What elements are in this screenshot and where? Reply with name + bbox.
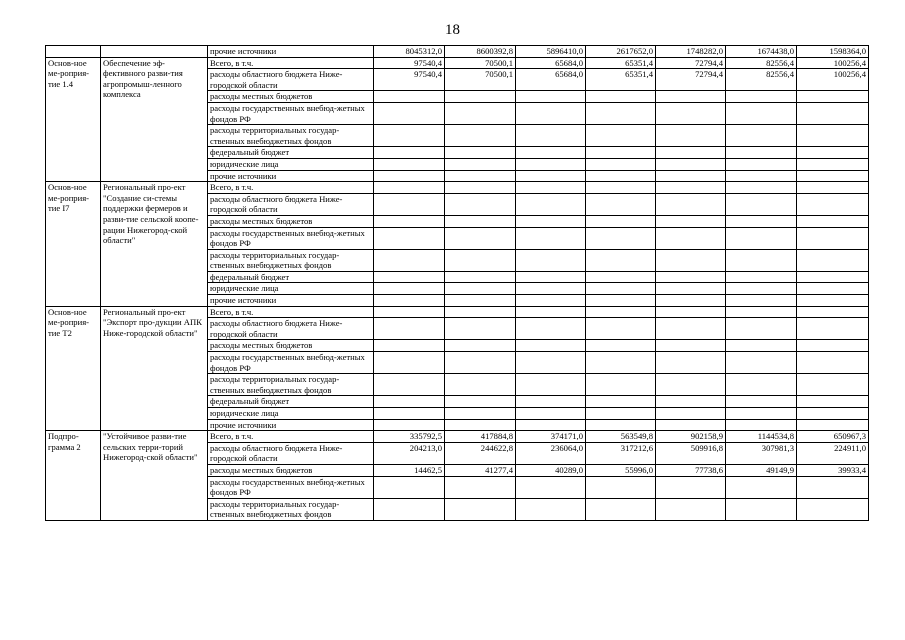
amount-cell xyxy=(374,182,445,194)
amount-cell xyxy=(374,271,445,283)
amount-cell xyxy=(797,419,869,431)
amount-cell xyxy=(516,271,586,283)
amount-cell: 244622,8 xyxy=(445,442,516,464)
amount-cell xyxy=(445,352,516,374)
amount-cell xyxy=(445,318,516,340)
funding-source-label: расходы государственных внебюд-жетных фондов РФ xyxy=(208,476,374,498)
amount-cell xyxy=(656,158,726,170)
amount-cell: 902158,9 xyxy=(656,431,726,443)
amount-cell: 374171,0 xyxy=(516,431,586,443)
amount-cell xyxy=(797,102,869,124)
amount-cell xyxy=(656,352,726,374)
amount-cell xyxy=(516,498,586,520)
amount-cell xyxy=(374,283,445,295)
amount-cell xyxy=(726,193,797,215)
amount-cell: 72794,4 xyxy=(656,57,726,69)
amount-cell: 100256,4 xyxy=(797,57,869,69)
funding-source-label: расходы областного бюджета Ниже-городской области xyxy=(208,193,374,215)
amount-cell xyxy=(445,91,516,103)
amount-cell xyxy=(656,215,726,227)
measure-code: Подпро-грамма 2 xyxy=(46,431,101,521)
amount-cell xyxy=(516,396,586,408)
funding-source-label: прочие источники xyxy=(208,295,374,307)
amount-cell xyxy=(797,271,869,283)
amount-cell xyxy=(797,498,869,520)
amount-cell xyxy=(374,408,445,420)
amount-cell xyxy=(656,498,726,520)
amount-cell xyxy=(656,295,726,307)
amount-cell: 14462,5 xyxy=(374,464,445,476)
amount-cell xyxy=(516,318,586,340)
amount-cell xyxy=(586,147,656,159)
amount-cell xyxy=(726,295,797,307)
amount-cell: 8045312,0 xyxy=(374,46,445,58)
amount-cell xyxy=(586,340,656,352)
funding-source-label: Всего, в т.ч. xyxy=(208,306,374,318)
amount-cell xyxy=(656,283,726,295)
amount-cell: 650967,3 xyxy=(797,431,869,443)
amount-cell xyxy=(516,125,586,147)
amount-cell xyxy=(656,271,726,283)
amount-cell: 49149,9 xyxy=(726,464,797,476)
amount-cell xyxy=(586,396,656,408)
amount-cell: 317212,6 xyxy=(586,442,656,464)
amount-cell: 563549,8 xyxy=(586,431,656,443)
amount-cell xyxy=(586,295,656,307)
amount-cell xyxy=(656,374,726,396)
measure-name: "Устойчивое разви-тие сельских терри-торий Нижегород-ской области" xyxy=(101,431,208,521)
amount-cell xyxy=(797,283,869,295)
amount-cell xyxy=(656,306,726,318)
amount-cell xyxy=(445,193,516,215)
amount-cell: 236064,0 xyxy=(516,442,586,464)
amount-cell: 2617652,0 xyxy=(586,46,656,58)
amount-cell xyxy=(656,396,726,408)
amount-cell: 65351,4 xyxy=(586,69,656,91)
amount-cell: 97540,4 xyxy=(374,69,445,91)
amount-cell xyxy=(445,295,516,307)
amount-cell xyxy=(445,170,516,182)
measure-name: Региональный про-ект "Экспорт про-дукции АПК Ниже-городской области" xyxy=(101,306,208,431)
amount-cell xyxy=(516,283,586,295)
amount-cell xyxy=(445,227,516,249)
amount-cell xyxy=(797,170,869,182)
funding-source-label: федеральный бюджет xyxy=(208,396,374,408)
funding-source-label: прочие источники xyxy=(208,170,374,182)
measure-code xyxy=(46,46,101,58)
amount-cell xyxy=(374,295,445,307)
funding-source-label: расходы территориальных государ-ственных внебюджетных фондов xyxy=(208,374,374,396)
amount-cell xyxy=(726,318,797,340)
amount-cell xyxy=(374,476,445,498)
amount-cell xyxy=(516,306,586,318)
amount-cell xyxy=(445,215,516,227)
amount-cell xyxy=(586,249,656,271)
amount-cell xyxy=(726,340,797,352)
funding-source-label: расходы территориальных государ-ственных внебюджетных фондов xyxy=(208,249,374,271)
amount-cell xyxy=(726,147,797,159)
amount-cell xyxy=(445,102,516,124)
amount-cell: 65351,4 xyxy=(586,57,656,69)
amount-cell xyxy=(374,318,445,340)
funding-source-label: расходы областного бюджета Ниже-городской области xyxy=(208,69,374,91)
table-row xyxy=(46,431,869,443)
amount-cell xyxy=(726,215,797,227)
amount-cell xyxy=(445,249,516,271)
funding-source-label: расходы местных бюджетов xyxy=(208,340,374,352)
amount-cell xyxy=(516,147,586,159)
amount-cell xyxy=(797,125,869,147)
amount-cell xyxy=(374,170,445,182)
amount-cell: 307981,3 xyxy=(726,442,797,464)
budget-table-body xyxy=(46,46,869,521)
amount-cell xyxy=(586,271,656,283)
amount-cell xyxy=(516,102,586,124)
funding-source-label: прочие источники xyxy=(208,46,374,58)
amount-cell xyxy=(726,227,797,249)
amount-cell: 65684,0 xyxy=(516,57,586,69)
funding-source-label: расходы территориальных государ-ственных внебюджетных фондов xyxy=(208,498,374,520)
amount-cell xyxy=(726,408,797,420)
measure-code: Основ-ное ме-роприя-тие 1.4 xyxy=(46,57,101,182)
amount-cell xyxy=(445,374,516,396)
amount-cell xyxy=(586,498,656,520)
amount-cell xyxy=(656,408,726,420)
amount-cell xyxy=(586,170,656,182)
amount-cell: 70500,1 xyxy=(445,69,516,91)
amount-cell xyxy=(656,102,726,124)
amount-cell xyxy=(445,283,516,295)
amount-cell xyxy=(726,498,797,520)
amount-cell xyxy=(374,91,445,103)
amount-cell xyxy=(516,249,586,271)
amount-cell xyxy=(656,193,726,215)
amount-cell xyxy=(797,408,869,420)
amount-cell xyxy=(586,476,656,498)
amount-cell xyxy=(445,396,516,408)
amount-cell xyxy=(797,182,869,194)
amount-cell: 77738,6 xyxy=(656,464,726,476)
amount-cell xyxy=(726,306,797,318)
funding-source-label: юридические лица xyxy=(208,283,374,295)
amount-cell xyxy=(797,91,869,103)
amount-cell xyxy=(656,340,726,352)
amount-cell: 204213,0 xyxy=(374,442,445,464)
amount-cell xyxy=(797,249,869,271)
amount-cell xyxy=(516,91,586,103)
amount-cell xyxy=(445,498,516,520)
funding-source-label: расходы государственных внебюд-жетных фондов РФ xyxy=(208,102,374,124)
funding-source-label: расходы государственных внебюд-жетных фондов РФ xyxy=(208,352,374,374)
amount-cell xyxy=(374,125,445,147)
amount-cell xyxy=(374,498,445,520)
amount-cell xyxy=(516,419,586,431)
amount-cell xyxy=(445,147,516,159)
amount-cell xyxy=(516,374,586,396)
amount-cell xyxy=(586,193,656,215)
funding-source-label: федеральный бюджет xyxy=(208,271,374,283)
funding-source-label: федеральный бюджет xyxy=(208,147,374,159)
amount-cell xyxy=(516,215,586,227)
amount-cell: 509916,8 xyxy=(656,442,726,464)
amount-cell xyxy=(445,340,516,352)
amount-cell xyxy=(374,147,445,159)
amount-cell xyxy=(726,352,797,374)
amount-cell xyxy=(726,182,797,194)
amount-cell: 40289,0 xyxy=(516,464,586,476)
amount-cell xyxy=(726,396,797,408)
amount-cell xyxy=(516,408,586,420)
funding-source-label: расходы государственных внебюд-жетных фондов РФ xyxy=(208,227,374,249)
amount-cell xyxy=(726,102,797,124)
amount-cell xyxy=(516,158,586,170)
amount-cell xyxy=(374,419,445,431)
funding-source-label: расходы областного бюджета Ниже-городской области xyxy=(208,318,374,340)
amount-cell: 417884,8 xyxy=(445,431,516,443)
amount-cell: 224911,0 xyxy=(797,442,869,464)
amount-cell xyxy=(374,396,445,408)
amount-cell xyxy=(374,158,445,170)
amount-cell xyxy=(586,182,656,194)
amount-cell xyxy=(516,340,586,352)
amount-cell xyxy=(516,193,586,215)
amount-cell: 1674438,0 xyxy=(726,46,797,58)
amount-cell xyxy=(586,125,656,147)
amount-cell xyxy=(374,374,445,396)
amount-cell xyxy=(656,182,726,194)
amount-cell: 39933,4 xyxy=(797,464,869,476)
amount-cell xyxy=(445,158,516,170)
table-row xyxy=(46,46,869,58)
table-row xyxy=(46,57,869,69)
funding-source-label: расходы местных бюджетов xyxy=(208,91,374,103)
amount-cell xyxy=(374,227,445,249)
amount-cell xyxy=(797,295,869,307)
funding-source-label: прочие источники xyxy=(208,419,374,431)
amount-cell xyxy=(656,476,726,498)
amount-cell xyxy=(797,227,869,249)
amount-cell xyxy=(656,419,726,431)
amount-cell xyxy=(726,170,797,182)
amount-cell xyxy=(586,102,656,124)
amount-cell xyxy=(726,419,797,431)
measure-name xyxy=(101,46,208,58)
amount-cell xyxy=(797,352,869,374)
amount-cell xyxy=(656,91,726,103)
budget-table xyxy=(45,45,869,521)
amount-cell xyxy=(656,227,726,249)
measure-name: Обеспечение эф-фективного разви-тия агропромыш-ленного комплекса xyxy=(101,57,208,182)
amount-cell xyxy=(726,91,797,103)
amount-cell: 100256,4 xyxy=(797,69,869,91)
amount-cell: 8600392,8 xyxy=(445,46,516,58)
amount-cell xyxy=(586,306,656,318)
amount-cell xyxy=(445,306,516,318)
amount-cell xyxy=(516,352,586,374)
funding-source-label: юридические лица xyxy=(208,158,374,170)
amount-cell: 55996,0 xyxy=(586,464,656,476)
amount-cell xyxy=(445,271,516,283)
funding-source-label: расходы местных бюджетов xyxy=(208,215,374,227)
amount-cell xyxy=(374,102,445,124)
amount-cell xyxy=(516,295,586,307)
amount-cell xyxy=(726,125,797,147)
amount-cell xyxy=(586,352,656,374)
amount-cell: 335792,5 xyxy=(374,431,445,443)
amount-cell xyxy=(656,318,726,340)
amount-cell xyxy=(797,396,869,408)
table-row xyxy=(46,182,869,194)
amount-cell xyxy=(586,283,656,295)
amount-cell xyxy=(797,147,869,159)
amount-cell: 41277,4 xyxy=(445,464,516,476)
amount-cell: 1144534,8 xyxy=(726,431,797,443)
amount-cell xyxy=(586,419,656,431)
amount-cell xyxy=(445,408,516,420)
measure-code: Основ-ное ме-роприя-тие T2 xyxy=(46,306,101,431)
amount-cell xyxy=(656,170,726,182)
amount-cell xyxy=(656,125,726,147)
amount-cell xyxy=(374,193,445,215)
table-row xyxy=(46,306,869,318)
funding-source-label: Всего, в т.ч. xyxy=(208,431,374,443)
funding-source-label: Всего, в т.ч. xyxy=(208,182,374,194)
amount-cell xyxy=(726,476,797,498)
amount-cell: 65684,0 xyxy=(516,69,586,91)
amount-cell xyxy=(445,419,516,431)
amount-cell xyxy=(797,215,869,227)
funding-source-label: расходы территориальных государ-ственных внебюджетных фондов xyxy=(208,125,374,147)
measure-code: Основ-ное ме-роприя-тие I7 xyxy=(46,182,101,307)
amount-cell xyxy=(374,306,445,318)
amount-cell: 1748282,0 xyxy=(656,46,726,58)
amount-cell: 82556,4 xyxy=(726,69,797,91)
amount-cell xyxy=(445,476,516,498)
amount-cell xyxy=(374,340,445,352)
amount-cell xyxy=(797,158,869,170)
amount-cell xyxy=(726,374,797,396)
amount-cell xyxy=(445,125,516,147)
amount-cell xyxy=(586,158,656,170)
amount-cell xyxy=(656,147,726,159)
amount-cell xyxy=(586,215,656,227)
amount-cell xyxy=(797,340,869,352)
amount-cell xyxy=(586,318,656,340)
amount-cell xyxy=(586,227,656,249)
measure-name: Региональный про-ект "Создание си-стемы поддержки фермеров и разви-тие сельской коопе-рации Нижегород-ской области" xyxy=(101,182,208,307)
amount-cell xyxy=(726,158,797,170)
amount-cell xyxy=(797,306,869,318)
amount-cell xyxy=(586,408,656,420)
amount-cell xyxy=(445,182,516,194)
amount-cell xyxy=(374,352,445,374)
amount-cell xyxy=(586,374,656,396)
amount-cell xyxy=(797,374,869,396)
amount-cell xyxy=(797,193,869,215)
amount-cell: 70500,1 xyxy=(445,57,516,69)
funding-source-label: расходы местных бюджетов xyxy=(208,464,374,476)
funding-source-label: расходы областного бюджета Ниже-городской области xyxy=(208,442,374,464)
amount-cell xyxy=(656,249,726,271)
amount-cell: 97540,4 xyxy=(374,57,445,69)
amount-cell xyxy=(516,476,586,498)
amount-cell xyxy=(516,227,586,249)
amount-cell xyxy=(726,283,797,295)
amount-cell: 5896410,0 xyxy=(516,46,586,58)
amount-cell: 1598364,0 xyxy=(797,46,869,58)
amount-cell xyxy=(586,91,656,103)
amount-cell xyxy=(516,182,586,194)
funding-source-label: юридические лица xyxy=(208,408,374,420)
amount-cell xyxy=(374,215,445,227)
amount-cell xyxy=(726,249,797,271)
amount-cell xyxy=(374,249,445,271)
amount-cell xyxy=(516,170,586,182)
amount-cell xyxy=(797,318,869,340)
amount-cell xyxy=(797,476,869,498)
amount-cell xyxy=(726,271,797,283)
amount-cell: 82556,4 xyxy=(726,57,797,69)
funding-source-label: Всего, в т.ч. xyxy=(208,57,374,69)
page-number: 18 xyxy=(445,22,460,38)
amount-cell: 72794,4 xyxy=(656,69,726,91)
